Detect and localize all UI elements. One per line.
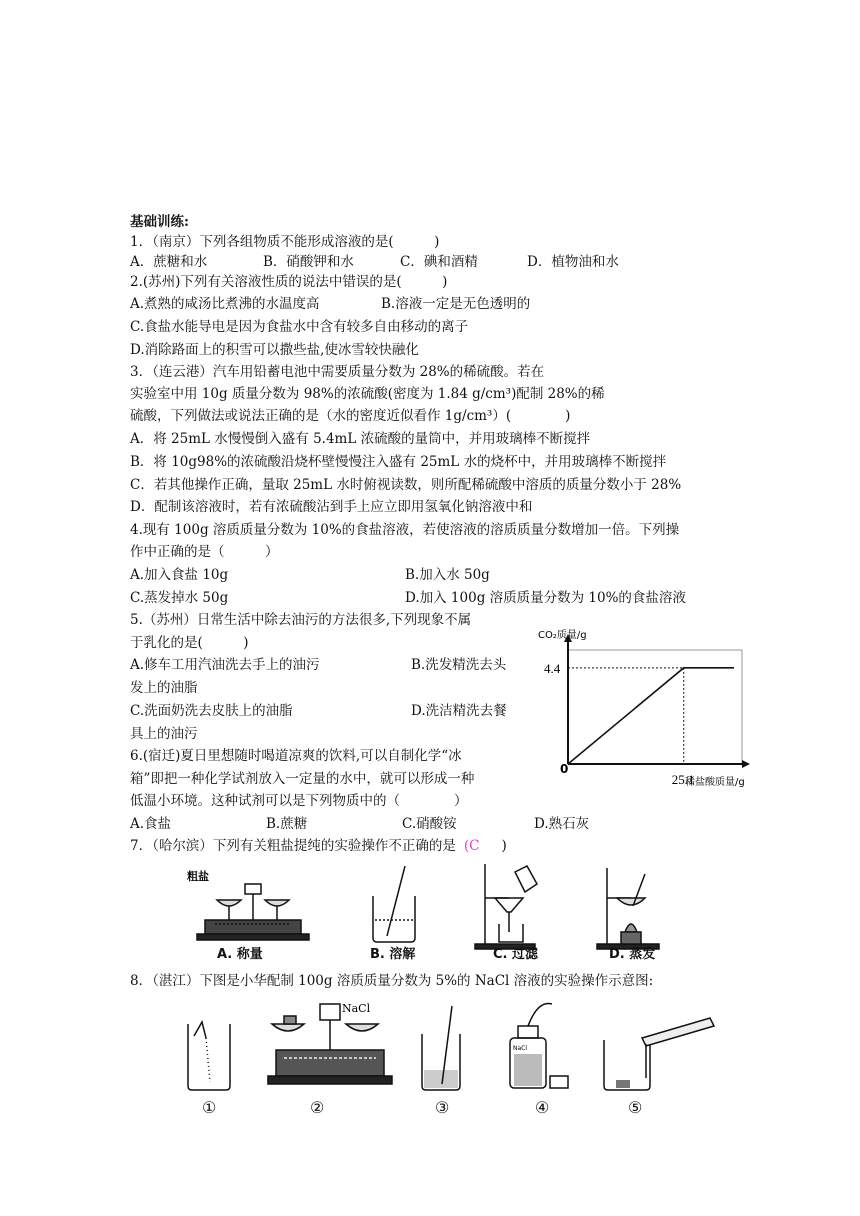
balance-a-icon [197,884,309,940]
q4-line1: 4.现有 100g 溶质质量分数为 10%的食盐溶液，若使溶液的溶质质量分数增加一倍。下列操 [130,522,680,538]
q4-option-d: D.加入 100g 溶质质量分数为 10%的食盐溶液 [405,590,686,606]
q5-option-d-part2: 具上的油污 [130,726,198,742]
q3-option-d: D．配制该溶液时，若有浓硫酸沾到手上应立即用氢氧化钠溶液中和 [130,499,533,515]
q5-option-d-part1: D.洗洁精洗去餐 [411,703,507,719]
q4-option-a: A.加入食盐 10g [130,567,229,583]
chart-marks [568,668,734,764]
q3-line1: 3．（连云港）汽车用铅蓄电池中需要质量分数为 28%的稀硫酸。若在 [130,364,545,380]
q1-option-d: D．植物油和水 [527,254,619,270]
q7-caption-c: C. 过滤 [493,947,539,962]
q2-option-d: D.消除路面上的积雪可以撒些盐,使冰雪较快融化 [130,342,419,358]
q6-line3: 低温小环境。这种试剂可以是下列物质中的（ ） [130,793,468,809]
q6-option-a: A.食盐 [130,816,172,832]
q5-line1: 5.（苏州）日常生活中除去油污的方法很多,下列现象不属 [130,612,472,628]
pouring-cylinder-icon [604,1018,714,1090]
q3-option-b: B．将 10g98%的浓硫酸沿烧杯壁慢慢注入盛有 25mL 水的烧杯中，并用玻璃棒不断搅拌 [130,454,667,470]
chart-axes [564,634,750,768]
q6-line1: 6.(宿迁)夏日里想随时喝道凉爽的饮料,可以自制化学“冰 [130,748,462,764]
q3-line3: 硫酸，下列做法或说法正确的是（水的密度近似看作 1g/cm³）( ) [130,408,571,424]
q7-stem-text: 7．（哈尔滨）下列有关粗盐提纯的实验操作不正确的是 [130,838,456,854]
chart-y-marker-label: 4.4 [544,660,561,676]
q2-option-a: A.煮熟的咸汤比煮沸的水温度高 [130,296,320,312]
q2-option-b: B.溶液一定是无色透明的 [381,296,531,312]
q8-figure [180,998,720,1098]
balance-icon [268,1004,392,1084]
q1-stem: 1．（南京）下列各组物质不能形成溶液的是( ) [130,234,440,250]
beaker-stirring-icon [422,1006,460,1090]
chart-x-arrow [742,760,750,768]
co2-chart [530,624,760,792]
q6-option-c: C.硝酸铵 [402,816,457,832]
q4-option-b: B.加入水 50g [405,567,490,583]
q8-stem: 8．（湛江）下图是小华配制 100g 溶质质量分数为 5%的 NaCl 溶液的实验操作示意图: [130,973,654,989]
q7-stem [130,837,507,855]
section-heading: 基础训练: [130,214,189,230]
q7-caption-d: D. 蒸发 [609,947,656,962]
step-2-label: ② [310,1098,325,1117]
q3-option-a: A．将 25mL 水慢慢倒入盛有 5.4mL 浓硫酸的量筒中，并用玻璃棒不断搅拌 [130,431,591,447]
q5-option-a: A.修车工用汽油洗去手上的油污 [130,657,320,673]
q5-option-b-part2: 发上的油脂 [130,680,198,696]
q4-option-c: C.蒸发掉水 50g [130,590,229,606]
q3-option-c: C．若其他操作正确，量取 25mL 水时俯视读数，则所配稀硫酸中溶质的质量分数小于 28% [130,477,682,493]
beaker-with-solid-icon [188,1022,230,1090]
q5-option-b-part1: B.洗发精洗去头 [411,657,507,673]
q8-figure-svg [180,998,720,1098]
q3-line2: 实验室中用 10g 质量分数为 98%的浓硫酸(密度为 1.84 g/cm³)配制 28%的稀 [130,386,605,402]
evaporation-apparatus-icon [597,868,659,949]
chart-origin-label: 0 [560,762,569,776]
chart-series-line [568,668,734,764]
beaker-stirring-icon [373,866,415,942]
coarse-salt-label: 粗盐 [187,870,209,883]
q5-option-c: C.洗面奶洗去皮肤上的油脂 [130,703,293,719]
nacl-label: NaCl [342,1002,371,1015]
filtration-apparatus-icon [475,864,537,949]
q1-option-a: A．蔗糖和水 [130,254,208,270]
bottle-label: NaCl [513,1045,528,1052]
step-5-label: ⑤ [628,1098,643,1117]
q4-line2: 作中正确的是（ ） [130,544,279,560]
q5-line2: 于乳化的是( ) [130,635,249,651]
chart-x-axis-label: 稀盐酸质量/g [685,777,745,788]
chart-x-marker-label: 25.1 [671,772,695,787]
step-4-label: ④ [535,1098,550,1117]
q6-option-d: D.熟石灰 [534,816,590,832]
q7-close-paren: ) [501,838,507,854]
co2-chart-svg [530,624,760,792]
q6-line2: 箱”即把一种化学试剂放入一定量的水中，就可以形成一种 [130,771,475,787]
q1-option-b: B．硝酸钾和水 [263,254,354,270]
q7-caption-b: B. 溶解 [370,947,416,962]
q2-option-c: C.食盐水能导电是因为食盐水中含有较多自由移动的离子 [130,319,469,335]
q7-answer: (C [463,838,480,854]
step-3-label: ③ [435,1098,450,1117]
q7-caption-a: A. 称量 [217,947,263,962]
q6-option-b: B.蔗糖 [266,816,308,832]
q1-option-c: C．碘和酒精 [400,254,478,270]
q2-stem: 2.(苏州)下列有关溶液性质的说法中错误的是( ) [130,274,448,290]
chart-y-axis-label: CO₂质量/g [538,630,587,641]
step-1-label: ① [202,1098,217,1117]
